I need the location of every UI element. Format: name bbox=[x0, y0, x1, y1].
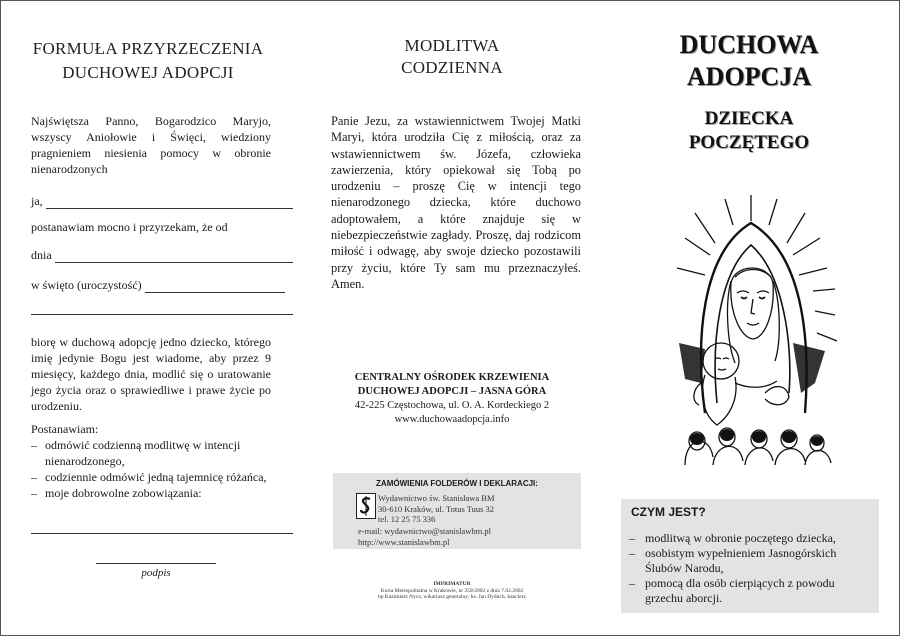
signature-label: podpis bbox=[141, 567, 171, 579]
center-address: 42-225 Częstochowa, ul. O. A. Kordeckiego 2 bbox=[354, 400, 550, 411]
resolve-heading: Postanawiam: bbox=[31, 422, 99, 436]
blank-rule-1[interactable] bbox=[31, 314, 293, 315]
feast-field-rule bbox=[145, 281, 285, 293]
name-field-rule bbox=[46, 197, 293, 209]
pledge-sentence: postanawiam mocno i przyrzekam, że od bbox=[31, 220, 228, 234]
resolve-list bbox=[31, 437, 281, 501]
publisher-phone: tel. 12 25 75 336 bbox=[378, 514, 436, 524]
center-name-line2: DUCHOWEJ ADOPCJI – JASNA GÓRA bbox=[357, 386, 547, 397]
feast-field[interactable] bbox=[31, 277, 285, 293]
what-is-item: – osobistym wypełnieniem Jasnogórskich Ślubów Narodu, bbox=[629, 546, 873, 576]
publisher-info bbox=[378, 493, 568, 525]
publisher-address: 30-610 Kraków, ul. Totus Tuus 32 bbox=[378, 503, 495, 514]
what-is-box bbox=[621, 499, 879, 613]
imprimatur-line: Kuria Metropolitalna w Krakowie, nr 359/2002 z dnia 7.02.2002 bbox=[380, 587, 524, 594]
daily-prayer: Panie Jezu, za wstawiennictwem Twojej Matki Maryi, która urodziła Cię z miłością, oraz za wstawiennictwem św. Józefa, człowieka zawierzenia, który opiekował się Tobą po urodzeniu – proszę Cię w intencji tego nienarodzonego dziecka, które duchowo adoptowałem, a które znajduje się w niebezpieczeństwie zagłady. Proszę, daj rodzicom miłość i odwagę, aby swoje dziecko pozostawili przy życiu, które Ty sam mu przeznaczyłeś. Amen. bbox=[331, 114, 581, 291]
name-field-label: ja, bbox=[31, 194, 43, 208]
feast-field-label: w święto (uroczystość) bbox=[31, 278, 142, 292]
publisher-contact bbox=[358, 526, 578, 547]
pledge-intro: Najświętsza Panno, Bogarodzico Maryjo, wszyscy Aniołowie i Święci, wiedziony pragnieniem niesienia pomocy w obronie nienarodzonych bbox=[31, 114, 271, 176]
resolve-item: – moje dobrowolne zobowiązania: bbox=[31, 485, 281, 501]
cover-panel bbox=[615, 1, 883, 635]
imprimatur-line: bp Kazimierz Nycz, wikariusz generalny; ks. Jan Dyduch, kanclerz bbox=[378, 594, 526, 600]
orders-box bbox=[333, 473, 581, 549]
start-date-field[interactable] bbox=[31, 247, 293, 263]
imprimatur bbox=[323, 581, 581, 601]
what-is-item: – pomocą dla osób cierpiących z powodu grzechu aborcji. bbox=[629, 576, 873, 606]
center-web-link[interactable]: www.duchowaadopcja.info bbox=[394, 414, 510, 425]
what-is-list bbox=[629, 531, 873, 606]
cover-title: DUCHOWA ADOPCJA bbox=[679, 30, 819, 91]
madonna-and-child-illustration bbox=[665, 193, 837, 465]
pledge-title: FORMUŁA PRZYRZECZENIA DUCHOWEJ ADOPCJI bbox=[32, 39, 264, 82]
prayer-panel bbox=[323, 1, 581, 635]
orders-heading: ZAMÓWIENIA FOLDERÓW I DEKLARACJI: bbox=[376, 479, 538, 488]
publisher-email-link[interactable]: e-mail: wydawnictwo@stanislawbm.pl bbox=[358, 526, 491, 536]
adoption-text: biorę w duchową adopcję jedno dziecko, którego imię jedynie Bogu jest wiadome, aby przez 9 miesięcy, każdego dnia, modlić się o uratowanie jego życia oraz o sprawiedliwe i prawe życie po urodzeniu. bbox=[31, 335, 271, 413]
start-date-rule bbox=[55, 251, 293, 263]
what-is-heading: CZYM JEST? bbox=[631, 505, 706, 519]
signature-line[interactable] bbox=[96, 563, 216, 564]
commitments-rule[interactable] bbox=[31, 533, 293, 534]
what-is-item: – modlitwą w obronie poczętego dziecka, bbox=[629, 531, 873, 546]
publisher-web-link[interactable]: http://www.stanislawbm.pl bbox=[358, 536, 450, 547]
prayer-title: MODLITWA CODZIENNA bbox=[401, 36, 503, 77]
center-contact bbox=[323, 371, 581, 427]
resolve-item: – odmówić codzienną modlitwę w intencji nienarodzonego, bbox=[31, 437, 281, 469]
imprimatur-heading: IMPRIMATUR bbox=[433, 581, 471, 587]
cover-subtitle: DZIECKA POCZĘTEGO bbox=[688, 108, 810, 153]
center-name-line1: CENTRALNY OŚRODEK KRZEWIENIA bbox=[354, 372, 550, 383]
start-date-label: dnia bbox=[31, 248, 52, 262]
pledge-panel bbox=[23, 1, 273, 635]
publisher-name: Wydawnictwo św. Stanisława BM bbox=[378, 493, 495, 503]
resolve-item: – codziennie odmówić jedną tajemnicę różańca, bbox=[31, 469, 281, 485]
name-field[interactable] bbox=[31, 193, 293, 209]
publisher-logo-icon bbox=[356, 493, 376, 519]
